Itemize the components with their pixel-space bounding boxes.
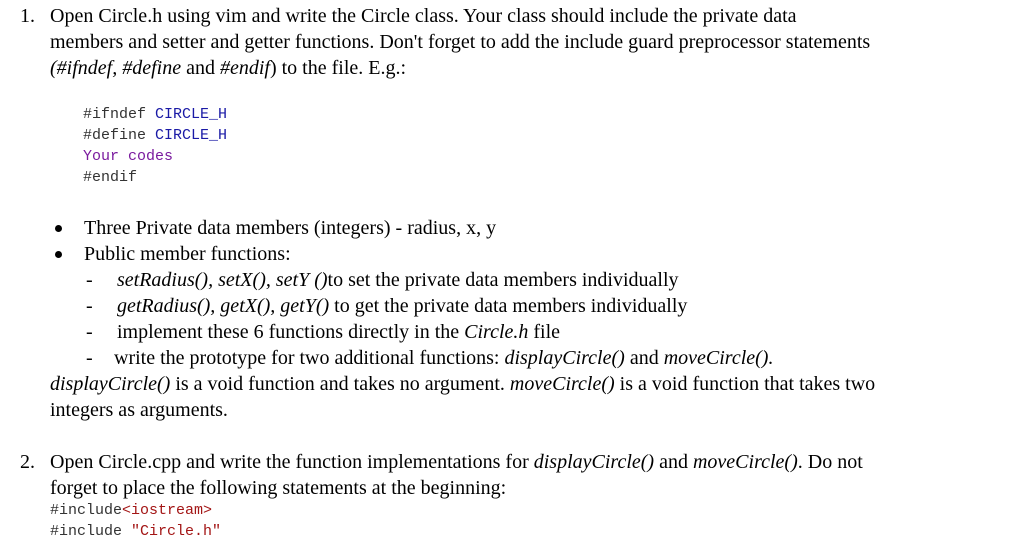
bullet-icon xyxy=(55,251,62,258)
bullet-item-private-members: Three Private data members (integers) - radius, x, y xyxy=(84,217,497,239)
dash-item-setters xyxy=(117,268,679,292)
item-2-line-1 xyxy=(50,450,863,474)
code-identifier: CIRCLE_H xyxy=(155,127,228,144)
dash-item-implement xyxy=(117,320,560,344)
code-keyword: #ifndef xyxy=(83,106,156,123)
void-text: is a void function and takes no argument. xyxy=(170,373,510,395)
dash-item-prototypes xyxy=(114,346,773,370)
dash-icon: - xyxy=(86,321,93,343)
code-line-include-iostream xyxy=(50,500,212,521)
endif-text: #endif xyxy=(219,57,270,79)
setter-names: setRadius(), setX(), setY () xyxy=(117,269,328,291)
code-keyword: #include xyxy=(50,523,132,540)
dash-icon: - xyxy=(86,295,93,317)
code-line-your-codes: Your codes xyxy=(83,148,174,165)
item-2-line-2: forget to place the following statements at the beginning: xyxy=(50,477,507,499)
code-identifier: CIRCLE_H xyxy=(155,106,228,123)
code-argument: "Circle.h" xyxy=(131,523,222,540)
move-circle-name: moveCircle() xyxy=(692,451,798,473)
setter-desc: to set the private data members individually xyxy=(327,269,679,291)
bullet-item-public-functions: Public member functions: xyxy=(84,243,291,265)
code-line-include-circle xyxy=(50,521,221,542)
file-text: file xyxy=(528,321,561,343)
circle-h-filename: Circle.h xyxy=(464,321,529,343)
bullet-icon xyxy=(55,225,62,232)
prototype-text: write the prototype for two additional functions: xyxy=(114,347,505,369)
paragraph-line-1 xyxy=(50,372,875,396)
item-1-number: 1. xyxy=(20,5,35,27)
void-two-text: is a void function that takes two xyxy=(614,373,876,395)
getter-names: getRadius(), getX(), getY() xyxy=(117,295,330,317)
dash-icon: - xyxy=(86,269,93,291)
code-line-define xyxy=(83,125,227,146)
getter-desc: to get the private data members individually xyxy=(329,295,688,317)
code-keyword: #include xyxy=(50,502,123,519)
open-cpp-text: Open Circle.cpp and write the function implementations for xyxy=(50,451,534,473)
code-line-ifndef xyxy=(83,104,227,125)
display-circle-name: displayCircle() xyxy=(50,373,171,395)
do-not-text: . Do not xyxy=(797,451,863,473)
and-text: and xyxy=(624,347,664,369)
and-text: and xyxy=(181,57,220,79)
move-circle-name: moveCircle() xyxy=(509,373,615,395)
item-1-line-1: Open Circle.h using vim and write the Circle class. Your class should include the private data xyxy=(50,5,797,27)
dash-item-getters xyxy=(117,294,687,318)
item-2-number: 2. xyxy=(20,451,35,473)
code-keyword: #define xyxy=(83,127,156,144)
paragraph-line-2: integers as arguments. xyxy=(50,399,228,421)
to-the-file-text: ) to the file. E.g.: xyxy=(269,57,407,79)
item-1-line-3 xyxy=(50,56,406,80)
and-text: and xyxy=(654,451,693,473)
implement-text: implement these 6 functions directly in the xyxy=(117,321,465,343)
item-1-line-2: members and setter and getter functions. Don't forget to add the include guard preprocessor statements xyxy=(50,31,871,53)
code-line-endif: #endif xyxy=(83,169,138,186)
display-circle-name: displayCircle() xyxy=(533,451,655,473)
dash-icon: - xyxy=(86,347,93,369)
move-circle-name: moveCircle(). xyxy=(663,347,774,369)
code-argument: <iostream> xyxy=(122,502,213,519)
display-circle-name: displayCircle() xyxy=(504,347,625,369)
ifndef-define-text: (#ifndef, #define xyxy=(50,57,182,79)
